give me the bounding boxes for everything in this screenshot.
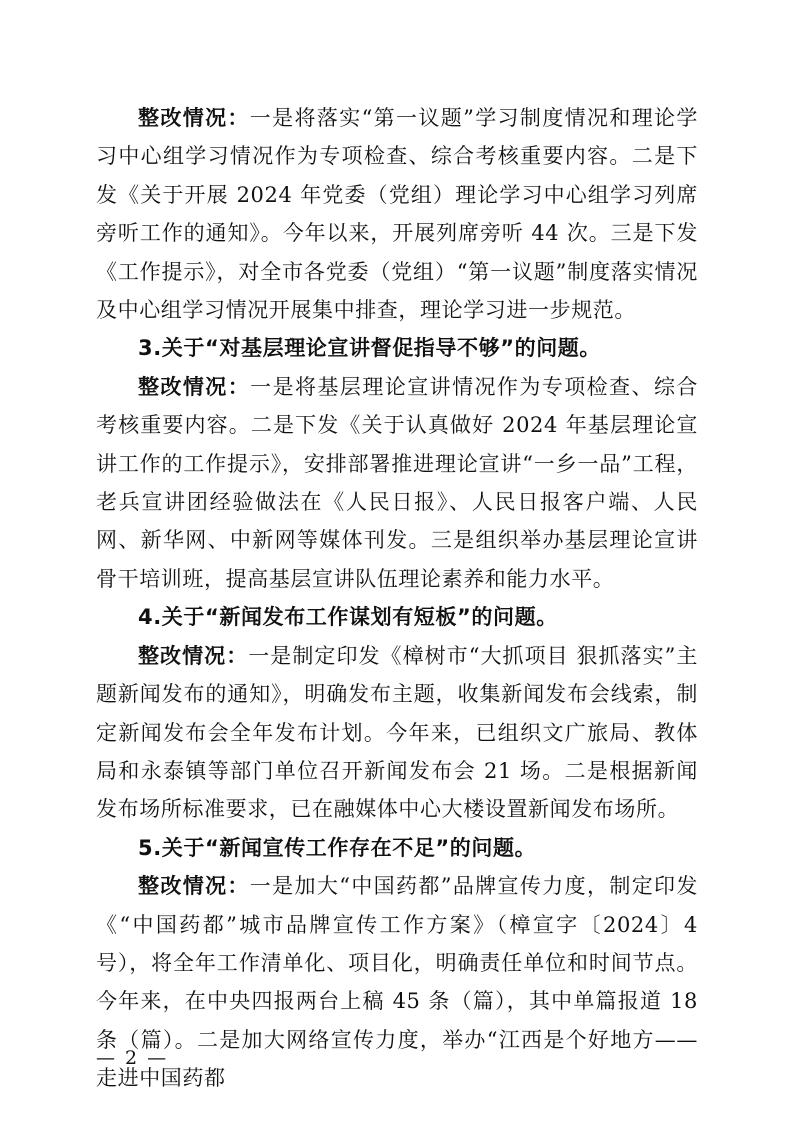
paragraph-text: 一是将落实“第一议题”学习制度情况和理论学习中心组学习情况作为专项检查、综合考核重要内容。二是下发《关于开展 2024 年党委（党组）理论学习中心组学习列席旁听工作的通知》。今年以来，开展列席旁听 44 次。三是下发《工作提示》，对全市各党委（党组）“第一议题”制度落实情况及中心组学习情况开展集中排查，理论学习进一步规范。 <box>96 106 699 323</box>
rectification-label: 整改情况： <box>138 374 251 399</box>
paragraph-text: 一是制定印发《樟树市“大抓项目 狠抓落实”主题新闻发布的通知》，明确发布主题，收集新闻发布会线索，制定新闻发布会全年发布计划。今年来，已组织文广旅局、教体局和永泰镇等部门单位召开新闻发布会 21 场。二是根据新闻发布场所标准要求，已在融媒体中心大楼设置新闻发布场所。 <box>96 643 698 822</box>
document-body <box>96 99 698 1098</box>
rectification-label: 整改情况： <box>138 106 250 130</box>
heading-item-3: 3.关于“对基层理论宣讲督促指导不够”的问题。 <box>138 336 601 361</box>
paragraph-section-2-rectification <box>96 99 698 329</box>
paragraph-text: 一是将基层理论宣讲情况作为专项检查、综合考核重要内容。二是下发《关于认真做好 2024 年基层理论宣讲工作的工作提示》，安排部署推进理论宣讲“一乡一品”工程，老兵宣讲团经验做法在《人民日报》、人民日报客户端、人民网、新华网、中新网等媒体刊发。三是组织举办基层理论宣讲骨干培训班，提高基层宣讲队伍理论素养和能力水平。 <box>96 374 699 591</box>
paragraph-section-4-rectification <box>96 637 698 829</box>
paragraph-text: 一是加大“中国药都”品牌宣传力度，制定印发《“中国药都”城市品牌宣传工作方案》（樟宣字〔2024〕4 号），将全年工作清单化、项目化，明确责任单位和时间节点。今年来，在中央四报两台上稿 45 条（篇），其中单篇报道 18 条（篇）。二是加大网络宣传力度，举办“江西是个好地方——走进中国药都 <box>96 874 699 1091</box>
paragraph-section-5-rectification <box>96 867 698 1097</box>
rectification-label: 整改情况： <box>138 643 249 668</box>
heading-item-4: 4.关于“新闻发布工作谋划有短板”的问题。 <box>138 605 558 630</box>
rectification-label: 整改情况： <box>138 874 250 899</box>
page-number: — 2 — <box>96 1047 169 1069</box>
paragraph-section-3-rectification <box>96 368 698 598</box>
heading-item-5: 5.关于“新闻宣传工作存在不足”的问题。 <box>138 835 537 860</box>
